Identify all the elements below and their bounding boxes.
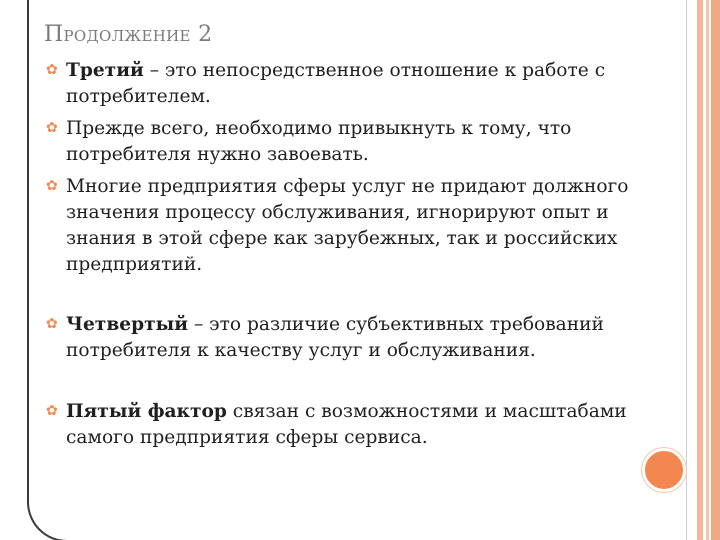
orange-ring-bullet-icon: ✿ bbox=[46, 120, 58, 136]
item-lead: Четвертый bbox=[66, 314, 189, 335]
list-item bbox=[44, 312, 634, 364]
list-item bbox=[44, 399, 634, 451]
orange-ring-bullet-icon: ✿ bbox=[46, 403, 58, 419]
item-lead: Третий bbox=[66, 60, 144, 81]
orange-circle-decoration bbox=[642, 448, 686, 492]
item-lead: Пятый фактор bbox=[66, 401, 227, 422]
orange-ring-bullet-icon: ✿ bbox=[46, 178, 58, 194]
list-item bbox=[44, 116, 634, 168]
item-text: Многие предприятия сферы услуг не придают должного значения процессу обслуживания, игнорируют опыт и знания в этой сфере как зарубежных, так и российских предприятий. bbox=[66, 176, 629, 275]
decorative-stripe bbox=[706, 0, 709, 540]
bullet-list bbox=[44, 56, 634, 451]
item-text: связан с возможностями и масштабами самого предприятия сферы сервиса. bbox=[66, 401, 627, 448]
decorative-stripe bbox=[697, 0, 703, 540]
list-item bbox=[44, 174, 634, 278]
orange-ring-bullet-icon: ✿ bbox=[46, 316, 58, 332]
orange-ring-bullet-icon: ✿ bbox=[46, 62, 58, 78]
item-text: Прежде всего, необходимо привыкнуть к тому, что потребителя нужно завоевать. bbox=[66, 118, 572, 165]
list-item bbox=[44, 58, 634, 110]
decorative-stripe bbox=[711, 0, 720, 540]
slide-title: Продолжение 2 bbox=[44, 22, 213, 47]
item-text: – это различие субъективных требований потребителя к качеству услуг и обслуживания. bbox=[66, 314, 604, 361]
item-text: – это непосредственное отношение к работе с потребителем. bbox=[66, 60, 606, 107]
